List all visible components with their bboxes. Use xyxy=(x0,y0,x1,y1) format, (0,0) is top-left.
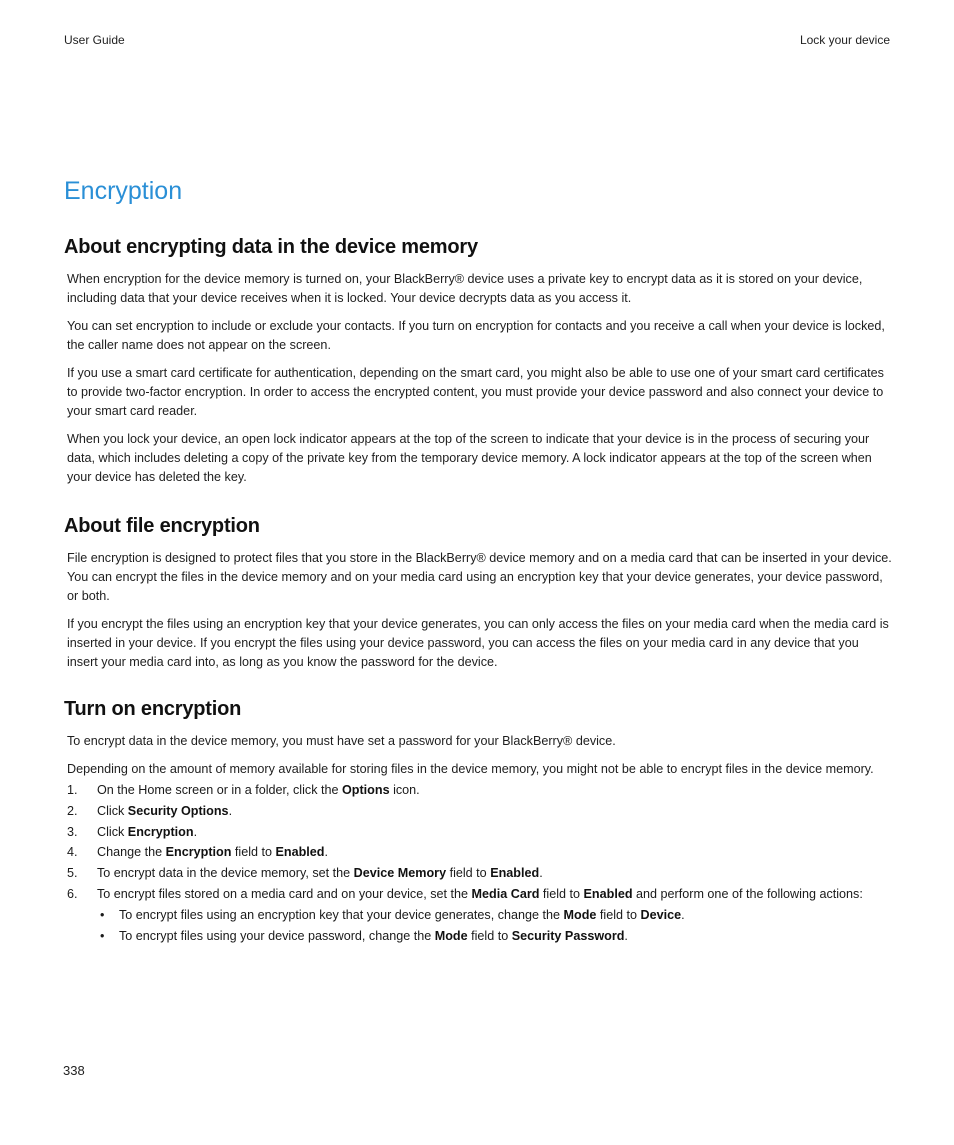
ui-term: Device Memory xyxy=(353,866,447,881)
step-text: . xyxy=(228,803,233,818)
section-file-encryption xyxy=(64,513,892,672)
section-title: Turn on encryption xyxy=(64,698,242,720)
step-text: field to xyxy=(231,845,276,860)
step-text: field to xyxy=(539,886,584,901)
bullet: • xyxy=(100,907,105,922)
section-title: About encrypting data in the device memory xyxy=(64,236,478,258)
step-text: To encrypt data in the device memory, set the xyxy=(97,866,354,881)
step-number: 6. xyxy=(67,886,78,901)
step-text: field to xyxy=(467,928,512,943)
ui-term: Enabled xyxy=(490,866,540,881)
section-turn-on-encryption xyxy=(64,696,892,946)
step-item xyxy=(67,884,892,946)
chapter-title: Encryption xyxy=(64,177,183,205)
step-number: 2. xyxy=(67,803,78,818)
step-text: . xyxy=(324,845,329,860)
steps-list xyxy=(64,780,892,946)
running-header xyxy=(64,33,890,49)
step-text: field to xyxy=(446,866,491,881)
step-text: . xyxy=(193,824,198,839)
step-number: 1. xyxy=(67,783,78,797)
step-item xyxy=(67,822,892,843)
step-item xyxy=(67,801,892,822)
ui-term: Enabled xyxy=(275,845,325,860)
ui-term: Mode xyxy=(563,907,597,922)
paragraph: To encrypt data in the device memory, you must have set a password for your BlackBerry® device. xyxy=(67,734,616,748)
ui-term: Mode xyxy=(434,928,468,943)
sub-step-item xyxy=(97,926,892,947)
paragraph: When you lock your device, an open lock indicator appears at the top of the screen to indicate that your device is in the process of securing your data, which includes deleting a copy of the private key from the temporary device memory. A lock indicator appears at the top of the screen when your device has deleted the key. xyxy=(67,432,872,484)
sub-steps-list xyxy=(97,905,892,947)
header-guide-title: User Guide xyxy=(64,33,125,47)
ui-term: Encryption xyxy=(127,824,194,839)
step-text: and perform one of the following actions: xyxy=(632,886,863,901)
ui-term: Security Password xyxy=(511,928,625,943)
sub-step-item xyxy=(97,905,892,926)
step-text: . xyxy=(624,928,628,943)
step-text: icon. xyxy=(389,783,420,797)
bullet: • xyxy=(100,928,105,943)
step-item xyxy=(67,863,892,884)
ui-term: Options xyxy=(342,783,390,797)
step-text: To encrypt files using your device password, change the xyxy=(119,928,435,943)
step-text: On the Home screen or in a folder, click the xyxy=(97,783,342,797)
step-number: 5. xyxy=(67,866,78,881)
paragraph: If you use a smart card certificate for authentication, depending on the smart card, you might also be able to use one of your smart card certificates to provide two-factor encryption. In order to access the encrypted content, you must provide your device password and also connect your device to your smart card reader. xyxy=(67,366,884,418)
page-number: 338 xyxy=(63,1063,85,1078)
paragraph: You can set encryption to include or exclude your contacts. If you turn on encryption for contacts and you receive a call when your device is locked, the caller name does not appear on the screen. xyxy=(67,319,885,352)
section-title: About file encryption xyxy=(64,515,260,537)
step-item xyxy=(67,842,892,863)
paragraph: If you encrypt the files using an encryption key that your device generates, you can only access the files on your media card when the media card is inserted in your device. If you encrypt the files using your device password, you can access the files on your media card in any device that you insert your media card into, as long as you know the password for the device. xyxy=(67,617,889,669)
step-item xyxy=(67,780,892,801)
step-text: Click xyxy=(97,803,128,818)
section-device-memory xyxy=(64,234,892,487)
step-text: Change the xyxy=(97,845,166,860)
paragraph: File encryption is designed to protect files that you store in the BlackBerry® device memory and on a media card that can be inserted in your device. You can encrypt the files in the device memory and on your media card using an encryption key that your device generates, your device password, or both. xyxy=(67,551,892,603)
step-text: To encrypt files stored on a media card and on your device, set the xyxy=(97,886,472,901)
step-number: 3. xyxy=(67,824,78,839)
step-text: Click xyxy=(97,824,128,839)
step-text: To encrypt files using an encryption key that your device generates, change the xyxy=(119,907,564,922)
ui-term: Device xyxy=(640,907,682,922)
step-text: . xyxy=(681,907,685,922)
ui-term: Enabled xyxy=(583,886,633,901)
step-number: 4. xyxy=(67,845,78,860)
page-content xyxy=(64,174,892,972)
step-text: . xyxy=(539,866,543,881)
paragraph: When encryption for the device memory is turned on, your BlackBerry® device uses a private key to encrypt data as it is stored on your device, including data that your device receives when it is locked. Your device decrypts data as you access it. xyxy=(67,272,863,305)
header-chapter-title: Lock your device xyxy=(799,33,890,47)
ui-term: Encryption xyxy=(165,845,232,860)
step-text: field to xyxy=(596,907,641,922)
ui-term: Media Card xyxy=(471,886,540,901)
paragraph: Depending on the amount of memory available for storing files in the device memory, you might not be able to encrypt files in the device memory. xyxy=(67,762,874,776)
ui-term: Security Options xyxy=(127,803,229,818)
